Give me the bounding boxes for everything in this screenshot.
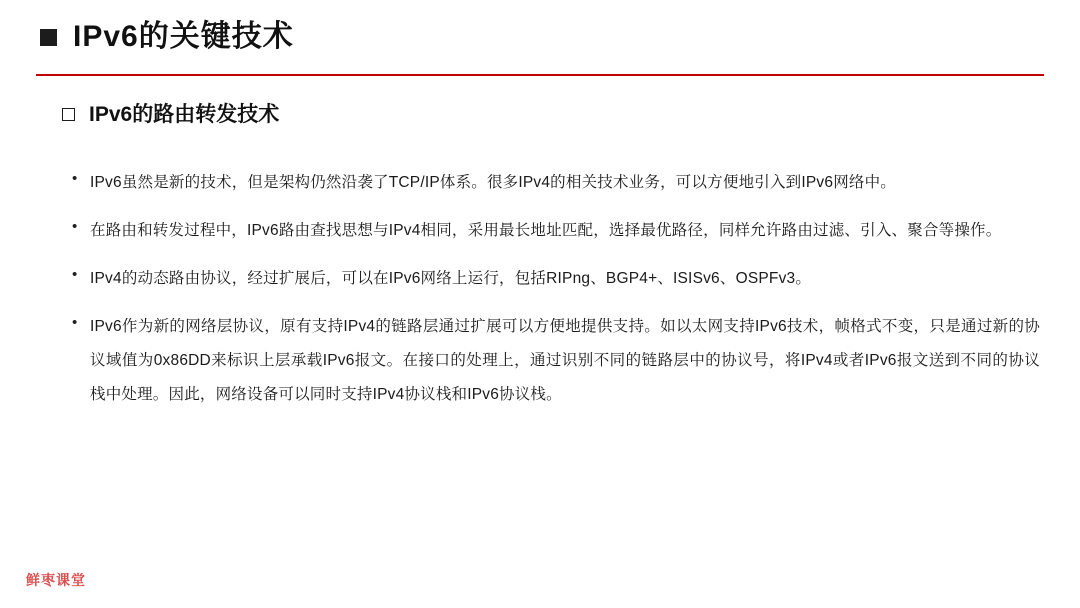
page-title: IPv6的关键技术: [73, 20, 294, 53]
list-item-text: IPv6虽然是新的技术，但是架构仍然沿袭了TCP/IP体系。很多IPv4的相关技术业务，可以方便地引入到IPv6网络中。: [90, 174, 896, 191]
bullet-dot-icon: •: [72, 314, 78, 331]
slide-subtitle: [62, 104, 279, 125]
slide-title: [40, 22, 294, 52]
list-item-text: IPv6作为新的网络层协议，原有支持IPv4的链路层通过扩展可以方便地提供支持。如以太网支持IPv6技术，帧格式不变，只是通过新的协议域值为0x86DD来标识上层承载IPv6报文。在接口的处理上，通过识别不同的链路层中的协议号，将IPv4或者IPv6报文送到不同的协议栈中处理。因此，网络设备可以同时支持IPv4协议栈和IPv6协议栈。: [90, 318, 1040, 403]
hollow-square-bullet-icon: [62, 108, 75, 121]
bullet-dot-icon: •: [72, 218, 78, 235]
bullet-dot-icon: •: [72, 266, 78, 283]
list-item: [68, 166, 1040, 200]
list-item: [68, 262, 1040, 296]
list-item-text: IPv4的动态路由协议，经过扩展后，可以在IPv6网络上运行，包括RIPng、BGP4+、ISISv6、OSPFv3。: [90, 270, 812, 287]
subtitle-label: IPv6的路由转发技术: [89, 103, 280, 126]
list-item: [68, 214, 1040, 248]
bullet-list: [68, 166, 1040, 426]
list-item-text: 在路由和转发过程中，IPv6路由查找思想与IPv4相同，采用最长地址匹配，选择最优路径，同样允许路由过滤、引入、聚合等操作。: [90, 222, 1002, 239]
bullet-dot-icon: •: [72, 170, 78, 187]
square-bullet-icon: [40, 29, 57, 46]
footer-watermark: 鲜枣课堂: [26, 572, 86, 588]
list-item: [68, 310, 1040, 412]
title-divider: [36, 74, 1044, 76]
